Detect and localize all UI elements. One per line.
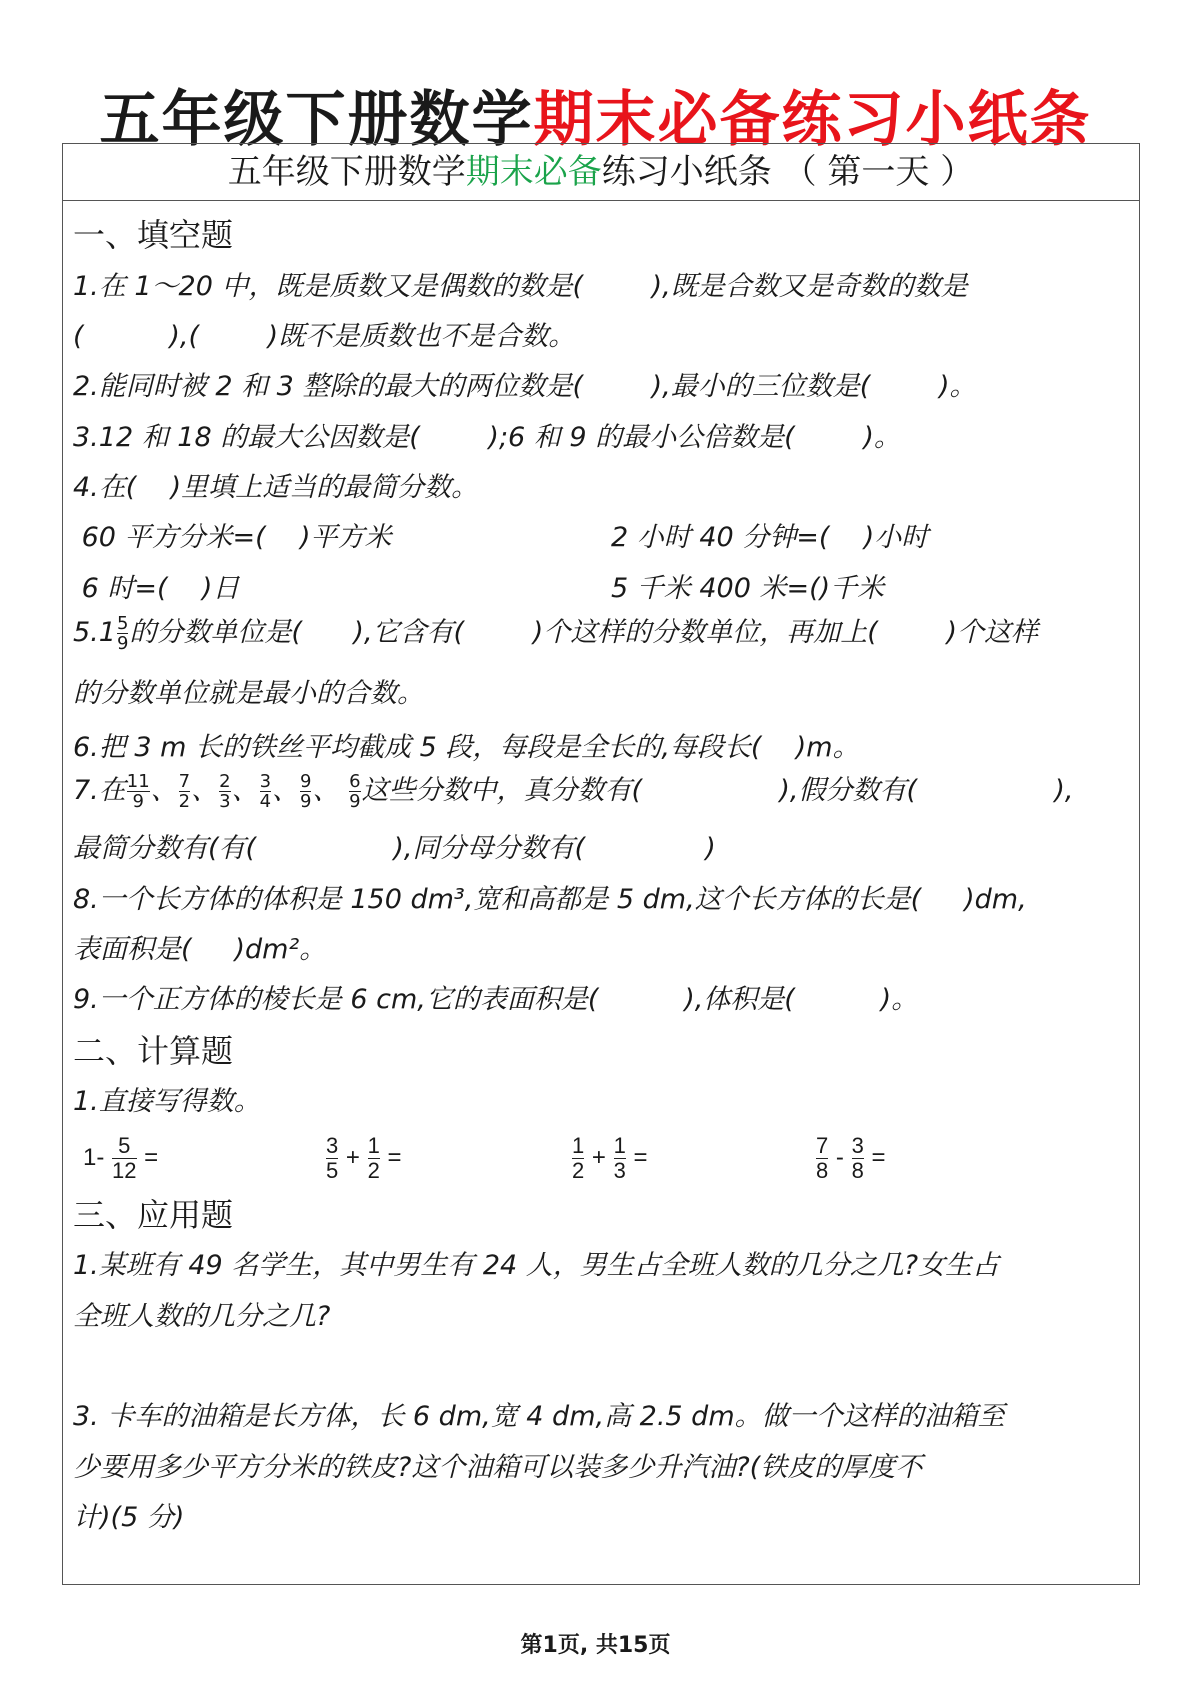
question-line: 6 时=( )日 [73, 573, 240, 604]
text: 的分数单位是( ),它含有( )个这样的分数单位，再加上( )个这样 [129, 617, 1039, 648]
text: 7.在 [73, 775, 126, 806]
equals: = [137, 1143, 159, 1171]
denominator: 9 [300, 791, 312, 812]
numerator: 5 [112, 1134, 136, 1159]
fraction [117, 614, 128, 653]
equals: = [626, 1143, 648, 1171]
separator: 、 [191, 775, 219, 806]
fraction [112, 1134, 136, 1183]
numerator: 5 [116, 613, 129, 634]
question-line: ( ),( )既不是质数也不是合数。 [73, 321, 576, 352]
title-black: 五年级下册数学 [99, 85, 534, 155]
question-line: 9.一个正方体的棱长是 6 cm,它的表面积是( ),体积是( )。 [73, 984, 919, 1015]
question-line: 8.一个长方体的体积是 150 dm³,宽和高都是 5 dm,这个长方体的长是( )dm, [73, 884, 1027, 915]
fraction [127, 772, 150, 811]
denominator: 8 [816, 1158, 829, 1183]
question-line: 3. 卡车的油箱是长方体，长 6 dm,宽 4 dm,高 2.5 dm。做一个这样的油箱至 [73, 1401, 1005, 1432]
numerator: 1 [367, 1133, 380, 1158]
denominator: 3 [219, 791, 231, 812]
separator: 、 [150, 775, 178, 806]
fraction [219, 772, 230, 811]
question-line: 1.在 1～20 中，既是质数又是偶数的数是( ),既是合数又是奇数的数是 [73, 271, 968, 302]
numerator: 9 [300, 771, 312, 792]
question-line: 的分数单位就是最小的合数。 [73, 678, 424, 709]
question-line: 最简分数有(有( ),同分母分数有( ) [73, 833, 716, 864]
question-line: 1.某班有 49 名学生，其中男生有 24 人，男生占全班人数的几分之几?女生占 [73, 1250, 1000, 1281]
fraction-list [126, 771, 362, 812]
numerator: 2 [219, 771, 231, 792]
separator: 、 [231, 775, 259, 806]
numerator: 3 [851, 1133, 864, 1158]
numerator: 3 [326, 1133, 339, 1158]
fraction [614, 1134, 626, 1183]
question-line [73, 610, 1038, 653]
fraction [326, 1134, 338, 1183]
text: 这些分数中，真分数有( ),假分数有( ), [361, 775, 1074, 806]
question-line: 2 小时 40 分钟=( )小时 [611, 522, 929, 553]
calc-expression [815, 1134, 886, 1183]
section-heading: 一、填空题 [73, 216, 234, 254]
numerator: 1 [613, 1133, 626, 1158]
title-red: 期末必备练习小纸条 [533, 85, 1092, 155]
denominator: 9 [349, 791, 361, 812]
question-line: 表面积是( )dm²。 [73, 934, 327, 965]
worksheet-box [62, 143, 1140, 1585]
separator: 、 [272, 775, 300, 806]
fraction [260, 772, 271, 811]
calc-expression [83, 1134, 158, 1183]
question-line: 1.直接写得数。 [73, 1086, 261, 1117]
numerator: 7 [178, 771, 191, 792]
denominator: 8 [851, 1158, 864, 1183]
numerator: 11 [126, 771, 150, 792]
section-heading: 三、应用题 [73, 1196, 234, 1234]
denominator: 9 [132, 791, 144, 812]
question-line: 3.12 和 18 的最大公因数是( );6 和 9 的最小公倍数是( )。 [73, 422, 901, 453]
header-part: 练习小纸条 （ 第一天 ） [601, 152, 975, 192]
question-line: 5 千米 400 米=()千米 [611, 573, 885, 604]
denominator: 9 [116, 633, 129, 654]
question-line: 60 平方分米=( )平方米 [73, 522, 392, 553]
denominator: 4 [259, 791, 272, 812]
fraction [300, 772, 311, 811]
equals: = [864, 1143, 886, 1171]
equals: = [380, 1143, 402, 1171]
text: 1- [83, 1143, 112, 1171]
fraction [179, 772, 190, 811]
denominator: 5 [326, 1158, 339, 1183]
operator: - [829, 1143, 851, 1171]
fraction [572, 1134, 584, 1183]
numerator: 1 [572, 1133, 585, 1158]
denominator: 2 [178, 791, 191, 812]
worksheet-header [63, 144, 1139, 201]
fraction [816, 1134, 828, 1183]
calc-expression [325, 1134, 402, 1183]
question-line: 少要用多少平方分米的铁皮?这个油箱可以装多少升汽油?(铁皮的厚度不 [73, 1452, 923, 1483]
numerator: 3 [259, 771, 272, 792]
denominator: 3 [613, 1158, 626, 1183]
header-highlight: 期末必备 [465, 152, 602, 192]
numerator: 7 [816, 1133, 829, 1158]
section-heading: 二、计算题 [73, 1032, 234, 1070]
fraction [368, 1134, 380, 1183]
denominator: 12 [112, 1158, 137, 1183]
question-line: 4.在( )里填上适当的最简分数。 [73, 472, 479, 503]
question-line: 2.能同时被 2 和 3 整除的最大的两位数是( ),最小的三位数是( )。 [73, 371, 977, 402]
denominator: 2 [572, 1158, 585, 1183]
question-line: 全班人数的几分之几? [73, 1301, 331, 1332]
operator: + [585, 1143, 613, 1171]
separator: 、 [312, 775, 349, 806]
question-line: 计)(5 分) [73, 1502, 185, 1533]
fraction [349, 772, 360, 811]
fraction [852, 1134, 864, 1183]
denominator: 2 [367, 1158, 380, 1183]
calc-expression [571, 1134, 648, 1183]
question-line: 6.把 3 m 长的铁丝平均截成 5 段，每段是全长的,每段长( )m。 [73, 732, 860, 763]
page-footer: 第1页, 共15页 [520, 1633, 671, 1658]
question-line [73, 768, 1073, 811]
numerator: 6 [349, 771, 361, 792]
operator: + [339, 1143, 367, 1171]
header-part: 五年级下册数学 [227, 152, 466, 192]
text: 5.1 [73, 617, 116, 648]
